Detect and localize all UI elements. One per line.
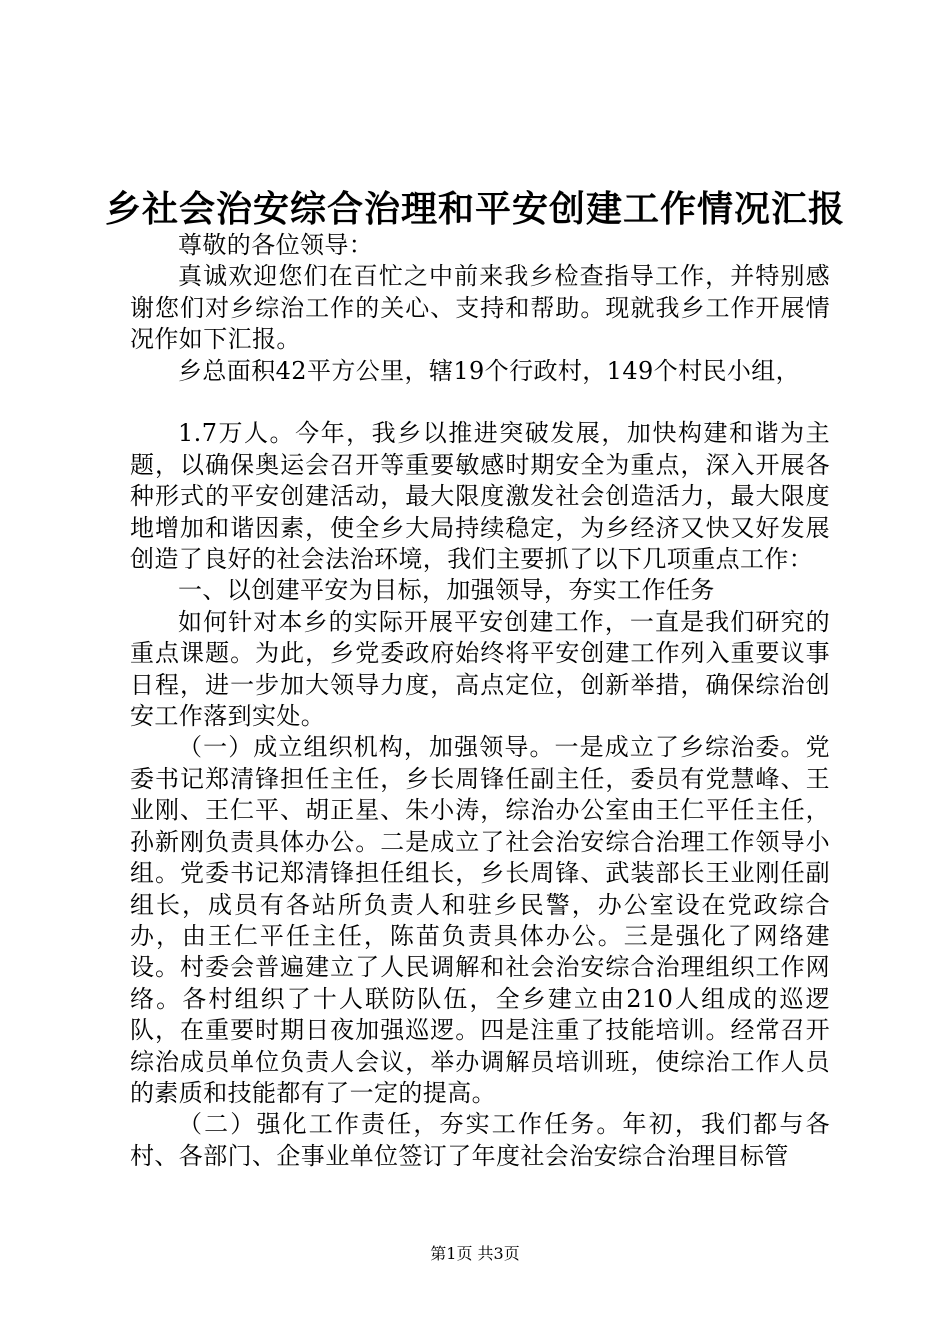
body-paragraph: 乡总面积42平方公里，辖19个行政村，149个村民小组， xyxy=(178,356,801,385)
page-number-footer: 第1页 共3页 xyxy=(430,1244,520,1263)
section-heading: 一、以创建平安为目标，加强领导，夯实工作任务 xyxy=(178,576,715,605)
body-paragraph: 真诚欢迎您们在百忙之中前来我乡检查指导工作，并特别感谢您们对乡综治工作的关心、支持和帮助。现就我乡工作开展情况作如下汇报。 xyxy=(130,262,830,354)
body-paragraph: 1.7万人。今年，我乡以推进突破发展，加快构建和谐为主题，以确保奥运会召开等重要敏感时期安全为重点，深入开展各种形式的平安创建活动，最大限度激发社会创造活力，最大限度地增加和谐因素，使全乡大局持续稳定，为乡经济又快又好发展创造了良好的社会法治环境，我们主要抓了以下几项重点工作： xyxy=(130,419,830,574)
body-paragraph: （一）成立组织机构，加强领导。一是成立了乡综治委。党委书记郑清锋担任主任，乡长周锋任副主任，委员有党慧峰、王业刚、王仁平、胡正星、朱小涛，综治办公室由王仁平任主任，孙新刚负责具体办公。二是成立了社会治安综合治理工作领导小组。党委书记郑清锋担任组长，乡长周锋、武装部长王业刚任副组长，成员有各站所负责人和驻乡民警，办公室设在党政综合办，由王仁平任主任，陈苗负责具体办公。三是强化了网络建设。村委会普遍建立了人民调解和社会治安综合治理组织工作网络。各村组织了十人联防队伍，全乡建立由210人组成的巡逻队，在重要时期日夜加强巡逻。四是注重了技能培训。经常召开综治成员单位负责人会议，举办调解员培训班，使综治工作人员的素质和技能都有了一定的提高。 xyxy=(130,733,830,1107)
body-paragraph: 如何针对本乡的实际开展平安创建工作，一直是我们研究的重点课题。为此，乡党委政府始终将平安创建工作列入重要议事日程，进一步加大领导力度，高点定位，创新举措，确保综治创安工作落到实处。 xyxy=(130,607,830,731)
salutation-paragraph: 尊敬的各位领导： xyxy=(178,231,374,259)
document-title: 乡社会治安综合治理和平安创建工作情况汇报 xyxy=(104,189,845,230)
document-body xyxy=(130,230,830,1172)
body-paragraph: （二）强化工作责任，夯实工作任务。年初，我们都与各村、各部门、企事业单位签订了年度社会治安综合治理目标管 xyxy=(130,1110,830,1170)
